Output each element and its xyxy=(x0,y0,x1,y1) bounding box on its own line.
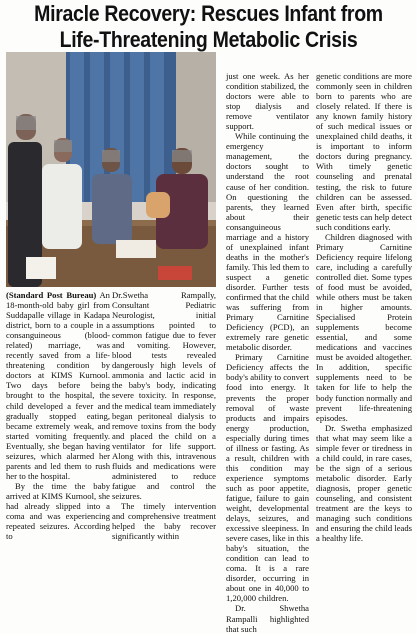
article-column-1 xyxy=(6,290,110,541)
paragraph: An 18-month-old baby girl from Suddapalle village in Kadapa district, born to a couple in a consanguineous (blood-related) marriage, was recently saved from a life-threatening condition by doctors at KIMS Kurnool. Two days before being brought to the hospital, the child developed a fever and gradually stopped eating, became extremely weak, and started vomiting frequently. Eventually, she began having seizures, which alarmed her parents and led them to rush her to the hospital. xyxy=(6,290,110,481)
article-headline xyxy=(4,2,413,54)
article-column-4 xyxy=(316,71,412,543)
headline-line-2: Life-Threatening Metabolic Crisis xyxy=(59,27,358,53)
hospital-group-photo-icon xyxy=(6,52,216,287)
byline: (Standard Post Bureau) xyxy=(6,290,97,300)
article-column-2 xyxy=(112,290,216,541)
paragraph: The timely intervention and comprehensive treatment helped the baby recover significantly within xyxy=(112,500,216,542)
article-column-3 xyxy=(226,71,309,634)
paragraph: just one week. As her condition stabilized, the doctors were able to stop dialysis and remove ventilator support. xyxy=(226,71,309,132)
paragraph: genetic conditions are more commonly seen in children born to parents who are closely related. If there is any known family history of such medical issues or unexplained child deaths, it is important to inform doctors during pregnancy. With timely genetic counseling and prenatal testing, the risk to future children can be assessed. Even after birth, specific genetic tests can help detect such conditions early. xyxy=(316,71,412,232)
headline-line-1: Miracle Recovery: Rescues Infant from xyxy=(34,2,383,27)
paragraph: By the time the baby arrived at KIMS Kurnool, she had already slipped into a coma and was experiencing repeated seizures. According to xyxy=(6,480,110,542)
paragraph: Dr. Swetha emphasized that what may seem like a simple fever or tiredness in a child could, in rare cases, be the sign of a serious metabolic disorder. Early diagnosis, proper genetic counseling, and consistent treatment are the keys to managing such conditions and ensuring the child leads a healthy life. xyxy=(316,422,412,544)
paragraph: Dr. Shwetha Rampalli highlighted that such xyxy=(226,603,309,634)
paragraph: Dr.Swetha Rampally, Consultant Pediatric Neurologist, initial assumptions pointed to common fatigue due to fever and vomiting. However, blood tests revealed dangerously high levels of ammonia and lactic acid in the baby's body, indicating severe toxicity. In response, the medical team immediately began peritoneal dialysis to remove toxins from the body and placed the child on a ventilator for life support. Along with this, intravenous fluids and medications were administered to reduce fatigue and control the seizures. xyxy=(112,290,216,501)
paragraph: Children diagnosed with Primary Carnitine Deficiency require lifelong care, including a carefully controlled diet. Some types of food must be avoided, while others must be taken in higher amounts. Specialised Protein supplements become essential, and some medications and vaccines must be avoided altogether. In addition, specific supplements need to be taken for life to help the body function normally and prevent life-threatening episodes. xyxy=(316,231,412,423)
paragraph: Primary Carnitine Deficiency affects the body's ability to convert food into energy. It prevents the proper removal of waste products and impairs energy production, especially during times of illness or fasting. As a result, children with this condition may experience symptoms such as poor appetite, fatigue, failure to gain weight, developmental delays, seizures, and excessive sleepiness. In severe cases, like in this baby's situation, the condition can lead to coma. It is a rare disorder, occurring in about one in 40,000 to 1,20,000 children. xyxy=(226,352,309,604)
paragraph: While continuing the emergency management, the doctors sought to understand the root cause of her condition. On questioning the parents, they learned about their consanguineous marriage and a history of unexplained infant deaths in the mother's family. This led them to suspect a genetic disorder. Further tests confirmed that the child was suffering from Primary Carnitine Deficiency (PCD), an extremely rare genetic metabolic disorder. xyxy=(226,131,309,353)
article-photo xyxy=(6,52,216,287)
